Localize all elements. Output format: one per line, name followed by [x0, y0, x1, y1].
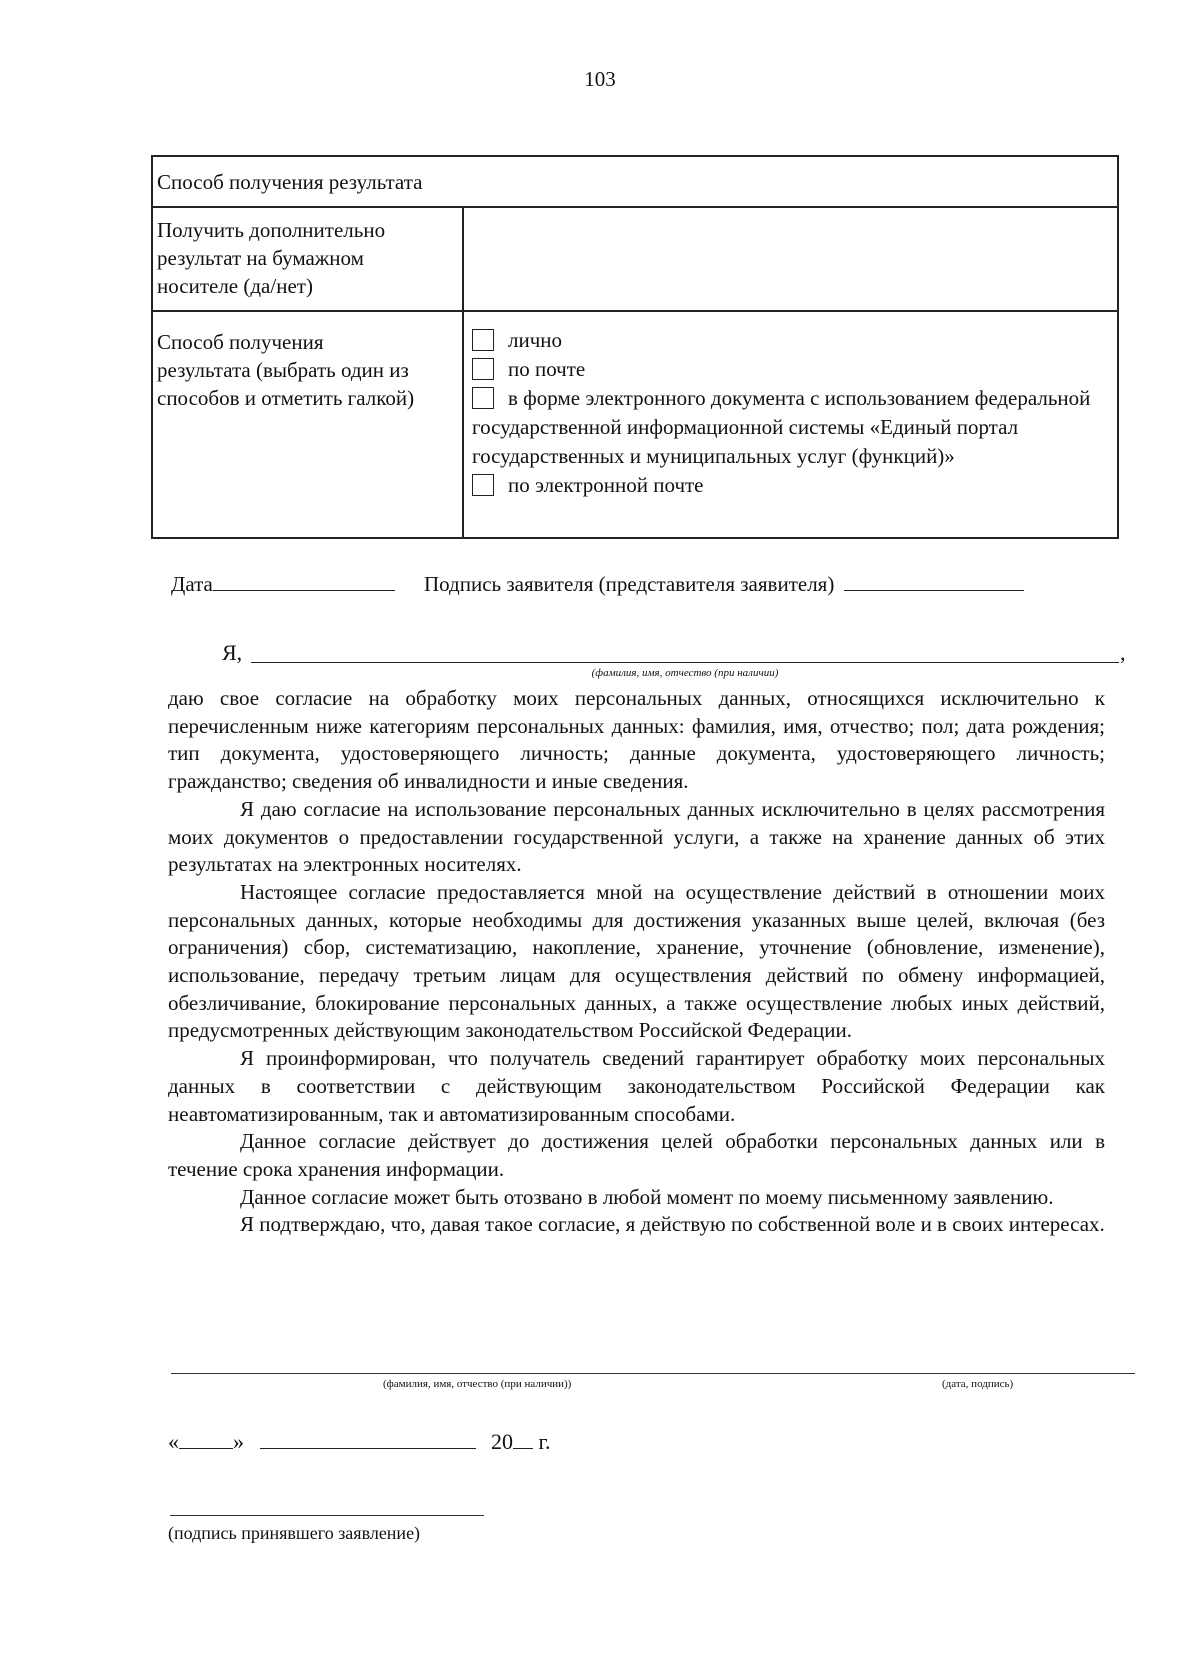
delivery-method-label	[157, 328, 457, 412]
consent-paragraph: даю свое согласие на обработку моих персональных данных, относящихся исключительно к перечисленным ниже категориям персональных данных: фамилия, имя, отчество; пол; дата рождения; тип документа, удостоверяющего личность; данные документа, удостоверяющего личность; гражданство; сведения об инвалидности и иные сведения.	[168, 686, 1105, 794]
consent-fio-line[interactable]	[251, 662, 1119, 663]
quote-close: »	[233, 1429, 244, 1454]
delivery-method-label-line: Способ получения	[157, 330, 324, 354]
consent-ya: Я,	[222, 640, 243, 665]
accepted-caption: (подпись принявшего заявление)	[168, 1523, 421, 1543]
consent-paragraph: Я подтверждаю, что, давая такое согласие, я действую по собственной воле и в своих интересах.	[240, 1212, 1105, 1237]
accepted-signature-line[interactable]	[170, 1515, 484, 1516]
option-email[interactable]	[472, 471, 1111, 500]
year-suffix: г.	[538, 1429, 551, 1454]
consent-paragraph: Я проинформирован, что получатель сведений гарантирует обработку моих персональных данных в соответствии с действующим законодательством Российской Федерации как неавтоматизированным, так и автоматизированным способами.	[168, 1046, 1105, 1126]
fio-caption: (фамилия, имя, отчество (при наличии))	[383, 1378, 572, 1390]
option-label: по почте	[508, 357, 586, 381]
delivery-method-label-line: результата (выбрать один из	[157, 358, 409, 382]
day-line[interactable]	[179, 1430, 233, 1449]
checkbox[interactable]	[472, 329, 494, 351]
year-prefix: 20	[491, 1429, 513, 1454]
month-line[interactable]	[260, 1430, 476, 1449]
delivery-options	[472, 326, 1111, 500]
option-label: лично	[508, 328, 563, 352]
paper-copy-row	[153, 208, 1117, 312]
consent-text	[168, 685, 1105, 1239]
paper-copy-label-line: носителе (да/нет)	[157, 274, 313, 298]
consent-paragraph: Данное согласие действует до достижения целей обработки персональных данных или в течение срока хранения информации.	[168, 1129, 1105, 1181]
checkbox[interactable]	[472, 387, 494, 409]
paper-copy-label	[157, 216, 457, 300]
paper-copy-label-line: Получить дополнительно	[157, 218, 386, 242]
date-line[interactable]	[213, 572, 395, 591]
option-epgu[interactable]	[472, 384, 1111, 471]
date-signature-caption: (дата, подпись)	[942, 1378, 1014, 1390]
applicant-signature-label: Подпись заявителя (представителя заявителя)	[424, 572, 835, 596]
applicant-signature-field	[424, 572, 1024, 597]
consent-paragraph: Я даю согласие на использование персональных данных исключительно в целях рассмотрения моих документов о предоставлении государственной услуги, а также на хранение данных об этих результатах на электронных носителях.	[168, 796, 1105, 877]
delivery-method-label-line: способов и отметить галкой)	[157, 386, 415, 410]
column-divider	[462, 208, 464, 310]
option-label: по электронной почте	[508, 473, 704, 497]
fio-signature-line[interactable]	[171, 1373, 1135, 1374]
consent-comma: ,	[1120, 640, 1126, 665]
checkbox[interactable]	[472, 358, 494, 380]
table-header-row	[153, 157, 1117, 208]
table-header: Способ получения результата	[157, 170, 423, 194]
result-method-table	[151, 155, 1119, 539]
option-in-person[interactable]	[472, 326, 1111, 355]
option-by-mail[interactable]	[472, 355, 1111, 384]
quote-open: «	[168, 1429, 179, 1454]
delivery-method-row	[153, 312, 1117, 537]
consent-paragraph: Данное согласие может быть отозвано в любой момент по моему письменному заявлению.	[240, 1184, 1054, 1209]
paper-copy-label-line: результат на бумажном	[157, 246, 364, 270]
date-entry	[168, 1429, 551, 1455]
date-field	[171, 572, 395, 597]
year-line[interactable]	[513, 1430, 533, 1449]
date-label: Дата	[171, 572, 213, 596]
applicant-signature-line[interactable]	[844, 572, 1024, 591]
page-number: 103	[584, 67, 616, 91]
consent-fio-caption: (фамилия, имя, отчество (при наличии)	[591, 667, 779, 679]
consent-paragraph: Настоящее согласие предоставляется мной на осуществление действий в отношении моих персональных данных, которые необходимы для достижения указанных выше целей, включая (без ограничения) сбор, систематизацию, накопление, хранение, уточнение (обновление, изменение), использование, передачу третьим лицам для осуществления действий по обмену информацией, обезличивание, блокирование персональных данных, а также осуществление любых иных действий, предусмотренных действующим законодательством Российской Федерации.	[168, 879, 1105, 1043]
column-divider	[462, 312, 464, 537]
checkbox[interactable]	[472, 474, 494, 496]
option-label: в форме электронного документа с использованием федеральной государственной информационной системы «Единый портал государственных и муниципальных услуг (функций)»	[472, 386, 1091, 468]
